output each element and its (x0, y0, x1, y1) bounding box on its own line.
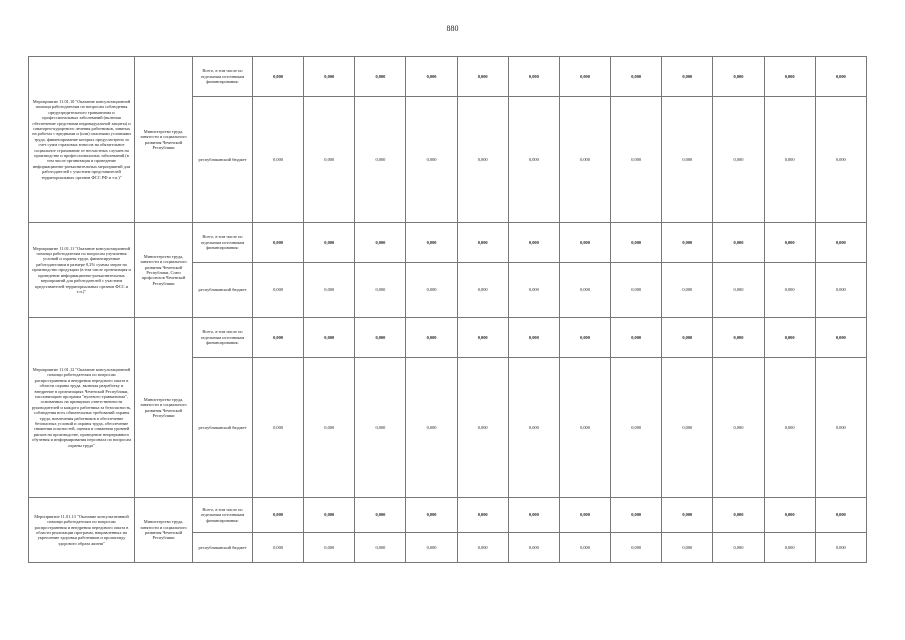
amount-cell: 0,000 (764, 223, 815, 263)
amount-cell: 0,000 (457, 533, 508, 563)
amount-cell: 0,000 (559, 358, 610, 498)
amount-cell: 0,000 (304, 318, 355, 358)
table-body (29, 57, 867, 563)
amount-cell: 0,000 (406, 223, 457, 263)
amount-cell: 0,000 (304, 97, 355, 223)
amount-cell: 0,000 (406, 97, 457, 223)
amount-cell: 0,000 (355, 498, 406, 533)
amount-cell: 0,000 (253, 498, 304, 533)
amount-cell: 0,000 (355, 97, 406, 223)
amount-cell: 0,000 (611, 533, 662, 563)
amount-cell: 0,000 (815, 358, 866, 498)
amount-cell: 0,000 (508, 533, 559, 563)
amount-cell: 0,000 (304, 533, 355, 563)
amount-cell: 0,000 (611, 263, 662, 318)
amount-cell: 0,000 (406, 358, 457, 498)
amount-cell: 0,000 (764, 57, 815, 97)
table-row (29, 318, 867, 358)
amount-cell: 0,000 (457, 263, 508, 318)
page-number: 880 (446, 24, 459, 33)
amount-cell: 0,000 (559, 57, 610, 97)
amount-cell: 0,000 (611, 57, 662, 97)
table-row (29, 498, 867, 533)
amount-cell: 0,000 (253, 263, 304, 318)
amount-cell: 0,000 (815, 498, 866, 533)
amount-cell: 0,000 (611, 97, 662, 223)
event-description: Мероприятие 11.01.12 "Оказание консультационной помощи работодателям по вопросам распространения и внедрения передового опыта в области охраны труда, включая разработку и внедрение в организациях Чеченской Республики, пассивизацию программ "нулевого травматизма", основанных на принципах ответственности руководителей и каждого работника за безопасность, соблюдения всех обязательных требований охраны труда, вовлечения работников в обеспечение безопасных условий и охраны труда, обеспечение снижения опасностей, оценки и снижения уровней рисков на производстве, проведение непрерывного обучения и информирования персонала по вопросам охраны труда" (29, 318, 135, 498)
event-description: Мероприятие 11.01.13 "Оказание консультативной помощи работодателям по вопросам распространения и внедрения передового опыта в области реализации программ, направленных на укрепление здоровья работников и пропаганду здорового образа жизни" (29, 498, 135, 563)
amount-cell: 0,000 (406, 318, 457, 358)
amount-cell: 0,000 (304, 223, 355, 263)
executor-cell: Министерство труда, занятости и социального развития Чеченской Республики (135, 318, 193, 498)
amount-cell: 0,000 (355, 57, 406, 97)
amount-cell: 0,000 (764, 533, 815, 563)
amount-cell: 0,000 (764, 263, 815, 318)
amount-cell: 0,000 (457, 57, 508, 97)
amount-cell: 0,000 (304, 498, 355, 533)
funding-source-cell: республиканский бюджет (193, 533, 253, 563)
funding-source-cell: Всего, в том числе по отдельным источникам финансирования: (193, 223, 253, 263)
amount-cell: 0,000 (713, 57, 764, 97)
amount-cell: 0,000 (662, 358, 713, 498)
funding-source-cell: Всего, в том числе по отдельным источникам финансирования: (193, 498, 253, 533)
amount-cell: 0,000 (559, 263, 610, 318)
amount-cell: 0,000 (611, 498, 662, 533)
table-row (29, 57, 867, 97)
table-row (29, 223, 867, 263)
amount-cell: 0,000 (406, 498, 457, 533)
amount-cell: 0,000 (713, 318, 764, 358)
amount-cell: 0,000 (662, 223, 713, 263)
amount-cell: 0,000 (406, 263, 457, 318)
funding-source-cell: Всего, в том числе по отдельным источникам финансирования: (193, 318, 253, 358)
amount-cell: 0,000 (764, 498, 815, 533)
amount-cell: 0,000 (764, 97, 815, 223)
amount-cell: 0,000 (815, 223, 866, 263)
amount-cell: 0,000 (713, 498, 764, 533)
amount-cell: 0,000 (559, 533, 610, 563)
amount-cell: 0,000 (406, 533, 457, 563)
amount-cell: 0,000 (713, 358, 764, 498)
amount-cell: 0,000 (457, 358, 508, 498)
amount-cell: 0,000 (457, 318, 508, 358)
amount-cell: 0,000 (559, 498, 610, 533)
amount-cell: 0,000 (815, 318, 866, 358)
amount-cell: 0,000 (457, 498, 508, 533)
amount-cell: 0,000 (508, 97, 559, 223)
amount-cell: 0,000 (764, 358, 815, 498)
executor-cell: Министерство труда, занятости и социального развития Чеченской Республики (135, 57, 193, 223)
amount-cell: 0,000 (815, 533, 866, 563)
amount-cell: 0,000 (815, 97, 866, 223)
amount-cell: 0,000 (559, 318, 610, 358)
amount-cell: 0,000 (253, 57, 304, 97)
amount-cell: 0,000 (662, 318, 713, 358)
amount-cell: 0,000 (662, 533, 713, 563)
financing-table (28, 56, 867, 563)
amount-cell: 0,000 (508, 358, 559, 498)
amount-cell: 0,000 (713, 533, 764, 563)
amount-cell: 0,000 (662, 498, 713, 533)
funding-source-cell: республиканский бюджет (193, 358, 253, 498)
amount-cell: 0,000 (355, 263, 406, 318)
amount-cell: 0,000 (611, 223, 662, 263)
amount-cell: 0,000 (815, 263, 866, 318)
amount-cell: 0,000 (662, 97, 713, 223)
amount-cell: 0,000 (508, 57, 559, 97)
amount-cell: 0,000 (304, 358, 355, 498)
amount-cell: 0,000 (355, 358, 406, 498)
amount-cell: 0,000 (304, 263, 355, 318)
amount-cell: 0,000 (253, 358, 304, 498)
executor-cell: Министерство труда, занятости и социального развития Чеченской Республики (135, 498, 193, 563)
amount-cell: 0,000 (457, 223, 508, 263)
amount-cell: 0,000 (559, 223, 610, 263)
amount-cell: 0,000 (253, 97, 304, 223)
amount-cell: 0,000 (508, 318, 559, 358)
amount-cell: 0,000 (508, 498, 559, 533)
amount-cell: 0,000 (508, 263, 559, 318)
amount-cell: 0,000 (355, 318, 406, 358)
funding-source-cell: Всего, в том числе по отдельным источникам финансирования: (193, 57, 253, 97)
amount-cell: 0,000 (508, 223, 559, 263)
amount-cell: 0,000 (611, 318, 662, 358)
amount-cell: 0,000 (355, 533, 406, 563)
amount-cell: 0,000 (304, 57, 355, 97)
amount-cell: 0,000 (355, 223, 406, 263)
amount-cell: 0,000 (559, 97, 610, 223)
amount-cell: 0,000 (253, 318, 304, 358)
amount-cell: 0,000 (713, 97, 764, 223)
event-description: Мероприятие 11.01.11 "Оказание консультационной помощи работодателям по вопросам улучшения условий и охраны труда, финансируемые работодателями в размере 0,2% суммы затрат на производство продукции (в том числе организация и проведение информационно-разъяснительных мероприятий для работодателей с участием представителей территориальных органов ФСС и т.п.)" (29, 223, 135, 318)
event-description: Мероприятие 11.01.10 "Оказание консультационной помощи работодателям по вопросам соблюдения предупредительного травматизма и профессиональных заболеваний (включая обеспечение средствами индивидуальной защиты) и санаторно-курортного лечения работников, занятых на работах с вредными и (или) опасными условиями труда, финансирование которых предусмотрено за счет сумм страховых взносов на обязательное социальное страхование от несчастных случаев на производстве и профессиональных заболеваний (в том числе организация и проведение информационно-разъяснительных мероприятий для работодателей с участием представителей территориальных органов ФСС РФ и т.п.)" (29, 57, 135, 223)
funding-source-cell: республиканский бюджет (193, 97, 253, 223)
amount-cell: 0,000 (406, 57, 457, 97)
amount-cell: 0,000 (662, 57, 713, 97)
amount-cell: 0,000 (713, 223, 764, 263)
amount-cell: 0,000 (253, 533, 304, 563)
amount-cell: 0,000 (764, 318, 815, 358)
executor-cell: Министерство труда, занятости и социального развития Чеченской Республики, Союз профсоюзов Чеченской Республики (135, 223, 193, 318)
amount-cell: 0,000 (713, 263, 764, 318)
amount-cell: 0,000 (662, 263, 713, 318)
amount-cell: 0,000 (457, 97, 508, 223)
funding-source-cell: республиканский бюджет (193, 263, 253, 318)
amount-cell: 0,000 (815, 57, 866, 97)
amount-cell: 0,000 (611, 358, 662, 498)
amount-cell: 0,000 (253, 223, 304, 263)
